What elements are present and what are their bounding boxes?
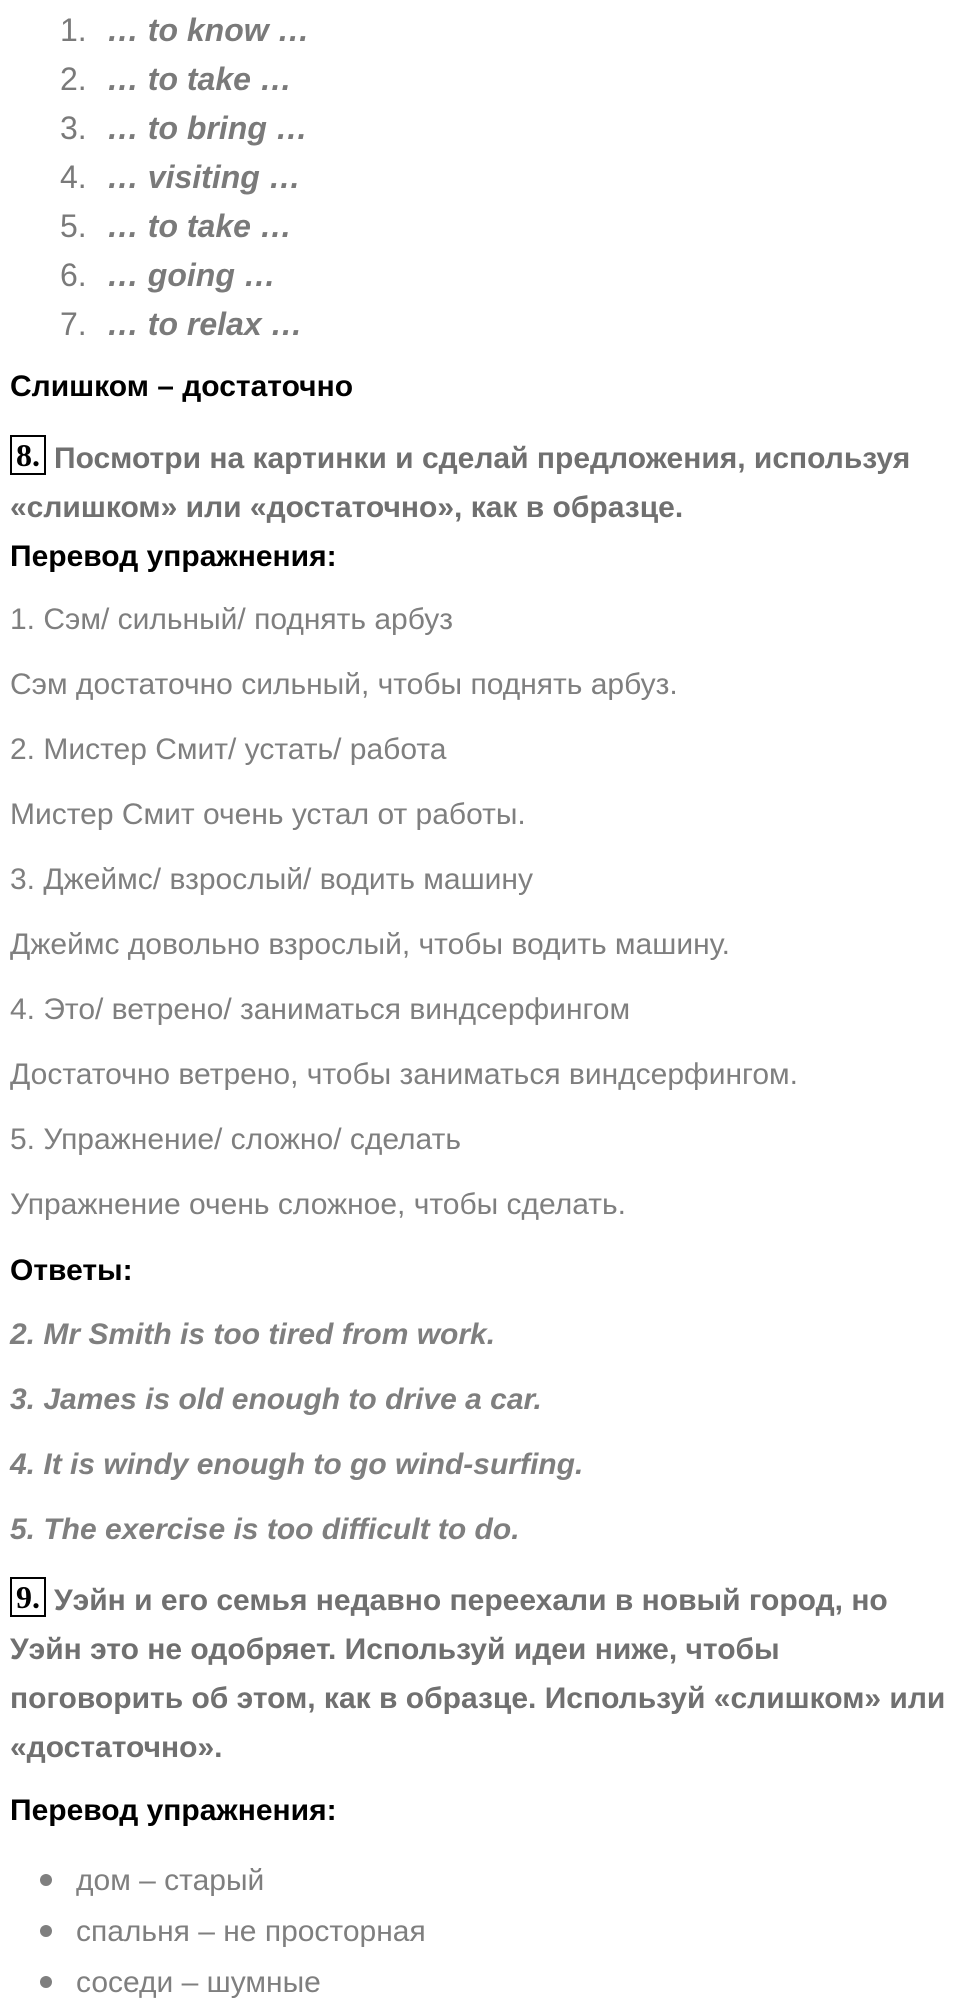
task-8-text: Посмотри на картинки и сделай предложения, используя «слишком» или «достаточно», как в образце. [10,442,911,524]
list-item: дом – старый [40,1855,426,1906]
bullet-icon [40,1874,52,1886]
task-8-answers-heading: Ответы: [10,1254,133,1287]
section-title: Слишком – достаточно [10,370,354,403]
translation-line: 4. Это/ ветрено/ заниматься виндсерфингом [10,993,631,1026]
answer-line: 5. The exercise is too difficult to do. [10,1513,520,1546]
answer-line: 2. Mr Smith is too tired from work. [10,1318,496,1351]
translation-line: 5. Упражнение/ сложно/ сделать [10,1123,461,1156]
answer-line: 3. James is old enough to drive a car. [10,1383,542,1416]
task-9-prompt [10,1576,955,1772]
translation-line: Мистер Смит очень устал от работы. [10,798,526,831]
list-item: 3. … to bring … [60,110,308,146]
answer-line: 4. It is windy enough to go wind-surfing. [10,1448,584,1481]
task-8-number: 8. [10,435,46,475]
task-8-prompt [10,434,955,532]
translation-line: Сэм достаточно сильный, чтобы поднять арбуз. [10,668,678,701]
translation-line: 1. Сэм/ сильный/ поднять арбуз [10,603,454,636]
list-item: 7. … to relax … [60,306,303,342]
bullet-icon [40,1976,52,1988]
list-item: 5. … to take … [60,208,292,244]
bullet-icon [40,1925,52,1937]
translation-line: 3. Джеймс/ взрослый/ водить машину [10,863,533,896]
task-8-translation-heading: Перевод упражнения: [10,540,337,573]
translation-line: Джеймс довольно взрослый, чтобы водить машину. [10,928,730,961]
task-9-idea-list [40,1855,426,2008]
answer-list-top [60,6,310,349]
task-9-translation-heading: Перевод упражнения: [10,1794,337,1827]
list-item: 4. … visiting … [60,159,301,195]
translation-line: 2. Мистер Смит/ устать/ работа [10,733,447,766]
task-9-number: 9. [10,1577,46,1617]
task-9-text: Уэйн и его семья недавно переехали в новый город, но Уэйн это не одобряет. Используй идеи ниже, чтобы поговорить об этом, как в образце. Используй «слишком» или «достаточно». [10,1584,946,1764]
translation-line: Достаточно ветрено, чтобы заниматься виндсерфингом. [10,1058,798,1091]
list-item: 6. … going … [60,257,276,293]
list-item: 2. … to take … [60,61,292,97]
list-item: соседи – шумные [40,1957,426,2008]
list-item: 1. … to know … [60,12,310,48]
list-item: спальня – не просторная [40,1906,426,1957]
translation-line: Упражнение очень сложное, чтобы сделать. [10,1188,626,1221]
